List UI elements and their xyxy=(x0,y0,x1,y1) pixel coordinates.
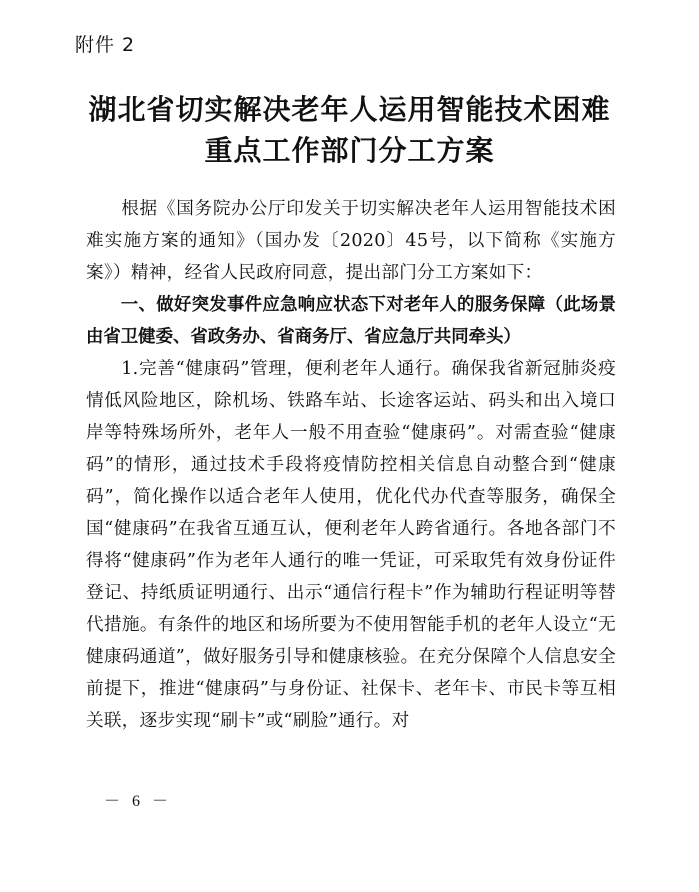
document-title-line-2: 重点工作部门分工方案 xyxy=(204,134,495,167)
page-number: － 6 － xyxy=(104,793,173,810)
attachment-label: 附件 2 xyxy=(75,34,136,56)
section-heading: 一、做好突发事件应急响应状态下对老年人的服务保障（此场景由省卫健委、省政务办、省商务厅、省应急厅共同牵头） xyxy=(86,295,616,347)
document-title-line-1: 湖北省切实解决老年人运用智能技术困难 xyxy=(88,93,611,126)
item-paragraph: 1.完善“健康码”管理，便利老年人通行。确保我省新冠肺炎疫情低风险地区，除机场、铁路车站、长途客运站、码头和出入境口岸等特殊场所外，老年人一般不用查验“健康码”。对需查验“健康码”的情形，通过技术手段将疫情防控相关信息自动整合到“健康码”，简化操作以适合老年人使用，优化代办代查等服务，确保全国“健康码”在我省互通互认，便利老年人跨省通行。各地各部门不得将“健康码”作为老年人通行的唯一凭证，可采取凭有效身份证件登记、持纸质证明通行、出示“通信行程卡”作为辅助行程证明等替代措施。有条件的地区和场所要为不使用智能手机的老年人设立“无健康码通道”，做好服务引导和健康核验。在充分保障个人信息安全前提下，推进“健康码”与身份证、社保卡、老年卡、市民卡等互相关联，逐步实现“刷卡”或“刷脸”通行。对 xyxy=(86,359,616,731)
intro-paragraph: 根据《国务院办公厅印发关于切实解决老年人运用智能技术困难实施方案的通知》（国办发〔2020〕45号，以下简称《实施方案》）精神，经省人民政府同意，提出部门分工方案如下： xyxy=(86,199,616,283)
document-body xyxy=(86,193,616,737)
